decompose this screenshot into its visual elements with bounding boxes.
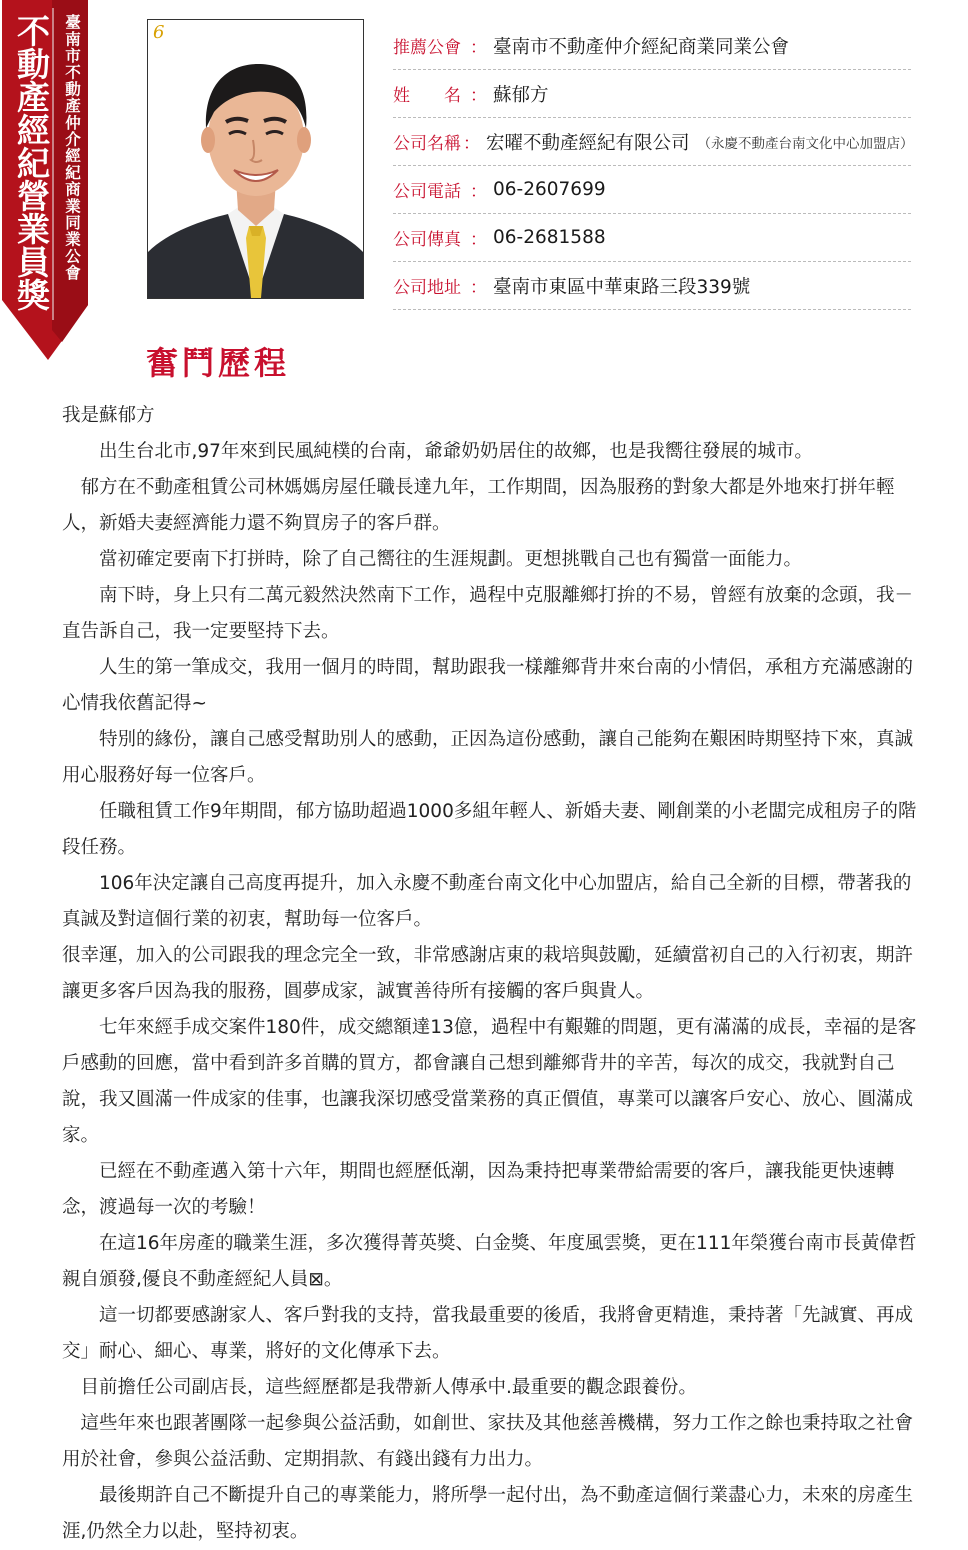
story-paragraph: 任職租賃工作9年期間，郁方協助超過1000多組年輕人、新婚夫妻、剛創業的小老闆完成租房子的階段任務。 [62,801,917,858]
info-row-company [393,118,914,166]
photo-number-mark: 6 [153,22,165,43]
info-value: 宏曜不動產經紀有限公司 [486,132,690,154]
story-paragraph: 出生台北市,97年來到民風純樸的台南，爺爺奶奶居住的故鄉，也是我嚮往發展的城市。 [62,441,813,462]
info-row-phone [393,166,911,214]
story-paragraph: 這些年來也跟著團隊一起參與公益活動，如創世、家扶及其他慈善機構，努力工作之餘也秉持取之社會用於社會，參與公益活動、定期捐款、有錢出錢有力出力。 [62,1413,914,1470]
info-row-name [393,70,911,118]
info-value: 臺南市不動產仲介經紀商業同業公會 [493,36,790,58]
story-paragraph: 七年來經手成交案件180件，成交總額達13億，過程中有艱難的問題，更有滿滿的成長，幸福的是客戶感動的回應，當中看到許多首購的買方，都會讓自己想到離鄉背井的辛苦，每次的成交，我就對自己說，我又圓滿一件成家的佳事，也讓我深切感受當業務的真正價值，專業可以讓客戶安心、放心、圓滿成家。 [62,1017,917,1146]
story-paragraph: 106年決定讓自己高度再提升，加入永慶不動產台南文化中心加盟店，給自己全新的目標，帶著我的真誠及對這個行業的初衷，幫助每一位客戶。 [62,873,912,930]
info-value: 臺南市東區中華東路三段339號 [493,276,751,298]
info-row-address [393,262,911,310]
story-paragraph: 已經在不動產邁入第十六年，期間也經歷低潮，因為秉持把專業帶給需要的客戶，讓我能更快速轉念，渡過每一次的考驗！ [62,1161,895,1218]
info-colon: ： [470,278,487,298]
story-body [62,398,922,1550]
info-colon: ： [470,230,487,250]
info-label: 公司電話 [393,182,461,202]
info-label: 公司傳真 [393,230,461,250]
agent-info-table [393,22,914,310]
info-row-fax [393,214,911,262]
info-value: 06-2607699 [493,179,606,200]
story-paragraph: 郁方在不動產租賃公司林媽媽房屋任職長達九年，工作期間，因為服務的對象大都是外地來打拼年輕人，新婚夫妻經濟能力還不夠買房子的客戶群。 [62,477,895,534]
story-paragraph: 特別的緣份，讓自己感受幫助別人的感動，正因為這份感動，讓自己能夠在艱困時期堅持下來，真誠用心服務好每一位客戶。 [62,729,914,786]
info-colon: ： [470,182,487,202]
story-paragraph: 這一切都要感謝家人、客戶對我的支持，當我最重要的後盾，我將會更精進，秉持著「先誠實、再成交」耐心、細心、專業，將好的文化傳承下去。 [62,1305,914,1362]
story-paragraph: 南下時，身上只有二萬元毅然決然南下工作，過程中克服離鄉打拚的不易，曾經有放棄的念頭，我－直告訴自己，我一定要堅持下去。 [62,585,914,642]
story-paragraph: 在這16年房產的職業生涯，多次獲得菁英獎、白金獎、年度風雲獎，更在111年榮獲台南市長黃偉哲親自頒發,優良不動產經紀人員⊠。 [62,1233,917,1290]
info-value: 06-2681588 [493,227,606,248]
agent-photo [147,19,364,299]
award-ribbon [2,0,88,360]
section-title: 奮鬥歷程 [146,344,291,382]
info-note: （永慶不動產台南文化中心加盟店） [697,135,914,152]
info-label: 姓 名 [393,86,461,106]
award-title: 不動產經紀營業員獎 [12,14,51,311]
story-paragraph: 目前擔任公司副店長，這些經歷都是我帶新人傳承中.最重要的觀念跟養份。 [62,1377,697,1398]
info-row-association [393,22,911,70]
info-value: 蘇郁方 [493,84,549,106]
story-paragraph: 人生的第一筆成交，我用一個月的時間，幫助跟我一樣離鄉背井來台南的小情侶，承租方充滿感謝的心情我依舊記得~ [62,657,914,714]
association-name: 臺南市不動產仲介經紀商業同業公會 [63,14,81,282]
info-label: 公司名稱 [393,134,461,154]
info-label: 推薦公會 [393,38,461,58]
agent-portrait-image [148,20,363,298]
story-paragraph: 我是蘇郁方 [62,405,155,426]
info-colon: ： [470,38,487,58]
info-colon: ： [463,134,480,154]
story-paragraph: 最後期許自己不斷提升自己的專業能力，將所學一起付出，為不動產這個行業盡心力，未來的房產生涯,仍然全力以赴，堅持初衷。 [62,1485,914,1542]
story-paragraph: 很幸運，加入的公司跟我的理念完全一致，非常感謝店東的栽培與鼓勵，延續當初自己的入行初衷，期許讓更多客戶因為我的服務，圓夢成家，誠實善待所有接觸的客戶與貴人。 [62,945,914,1002]
info-label: 公司地址 [393,278,461,298]
info-colon: ： [470,86,487,106]
story-paragraph: 當初確定要南下打拼時，除了自己嚮往的生涯規劃。更想挑戰自己也有獨當一面能力。 [62,549,803,570]
